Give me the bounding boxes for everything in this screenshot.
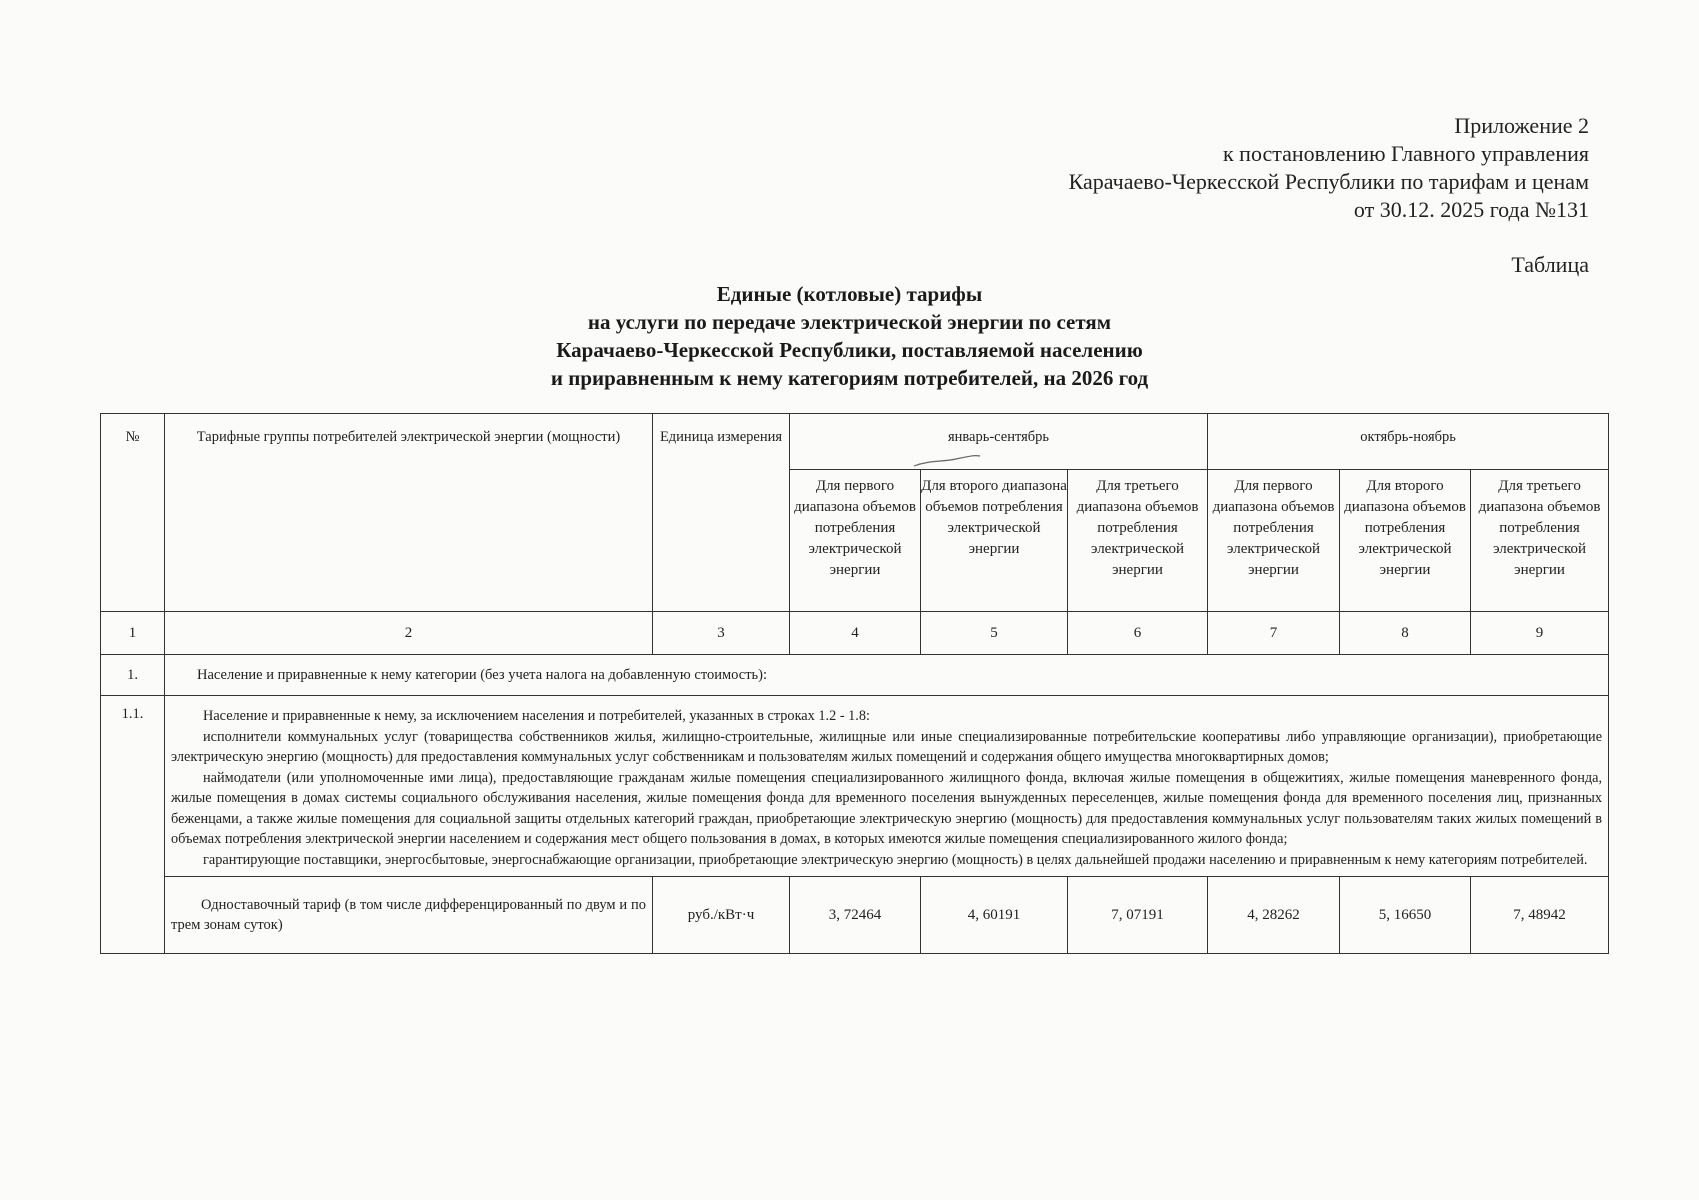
tariff-value-jan-sep-range-1: 3, 72464 — [790, 877, 921, 954]
document-title — [0, 280, 1699, 392]
appendix-line-3: Карачаево-Черкесской Республики по тарифам и ценам — [1068, 169, 1589, 194]
table-label: Таблица — [1511, 252, 1589, 277]
header-period-jan-sep: январь-сентябрь — [790, 414, 1208, 470]
column-number: 4 — [790, 612, 921, 655]
column-number: 6 — [1068, 612, 1208, 655]
header-range-3-a: Для третьего диапазона объемов потребления электрической энергии — [1068, 470, 1208, 612]
header-range-1-b: Для первого диапазона объемов потребления электрической энергии — [1208, 470, 1340, 612]
tariff-unit: руб./кВт·ч — [653, 877, 790, 954]
section-1-row — [101, 655, 1609, 696]
appendix-line-1: Приложение 2 — [1454, 113, 1589, 138]
header-range-2-b: Для второго диапазона объемов потребления электрической энергии — [1340, 470, 1471, 612]
tariff-value-oct-nov-range-3: 7, 48942 — [1471, 877, 1609, 954]
section-1-number: 1. — [101, 655, 165, 696]
column-number: 7 — [1208, 612, 1340, 655]
section-1-1-paragraph-2: исполнители коммунальных услуг (товарищества собственников жилья, жилищно-строительные, жилищные или иные специализированные потребительские кооперативы либо управляющие организации), приобретающие электрическую энергию (мощность) для предоставления коммунальных услуг собственникам и пользователям жилых помещений и содержания общего имущества многоквартирных домов; — [171, 728, 1603, 765]
tariff-value-jan-sep-range-2: 4, 60191 — [921, 877, 1068, 954]
section-1-1-text — [165, 696, 1609, 877]
tariff-name — [165, 877, 653, 954]
appendix-line-4: от 30.12. 2025 года №131 — [1353, 197, 1589, 222]
column-number-row — [101, 612, 1609, 655]
title-line-2: на услуги по передаче электрической энергии по сетям — [587, 310, 1112, 334]
tariff-value-oct-nov-range-1: 4, 28262 — [1208, 877, 1340, 954]
column-number: 9 — [1471, 612, 1609, 655]
column-number: 5 — [921, 612, 1068, 655]
column-number: 8 — [1340, 612, 1471, 655]
appendix-line-2: к постановлению Главного управления — [1222, 141, 1589, 166]
section-1-1-number: 1.1. — [101, 696, 165, 954]
section-1-1-paragraph-3: наймодатели (или уполномоченные ими лица), предоставляющие гражданам жилые помещения специализированного жилищного фонда, включая жилые помещения в общежитиях, жилые помещения маневренного фонда, жилые помещения в домах системы социального обслуживания населения, жилые помещения фонда для временного поселения вынужденных переселенцев, жилые помещения фонда для временного поселения лиц, признанных беженцами, а также жилые помещения для социальной защиты отдельных категорий граждан, приобретающие электрическую энергию (мощность) для предоставления коммунальных услуг пользователям таких жилых помещений в объемах потребления электрической энергии населением и содержания мест общего пользования в домах, в которых имеются жилые помещения специализированного жилого фонда; — [171, 769, 1603, 847]
title-line-3: Карачаево-Черкесской Республики, поставляемой населению — [556, 338, 1143, 362]
header-group: Тарифные группы потребителей электрической энергии (мощности) — [165, 414, 653, 612]
title-line-1: Единые (котловые) тарифы — [716, 282, 983, 306]
header-num: № — [101, 414, 165, 612]
header-unit: Единица измерения — [653, 414, 790, 612]
column-number: 3 — [653, 612, 790, 655]
tariff-table — [100, 413, 1609, 954]
tariff-row — [101, 877, 1609, 954]
column-number: 1 — [101, 612, 165, 655]
section-1-1-row — [101, 696, 1609, 877]
section-1-text: Население и приравненные к нему категории (без учета налога на добавленную стоимость): — [165, 655, 1609, 696]
column-number: 2 — [165, 612, 653, 655]
section-1-1-paragraph-1: Население и приравненные к нему, за исключением населения и потребителей, указанных в строках 1.2 - 1.8: — [203, 708, 871, 724]
header-range-2-a: Для второго диапазона объемов потребления электрической энергии — [921, 470, 1068, 612]
tariff-name-text: Одноставочный тариф (в том числе дифференцированный по двум и по трем зонам суток) — [171, 897, 646, 933]
header-range-3-b: Для третьего диапазона объемов потребления электрической энергии — [1471, 470, 1609, 612]
header-range-1-a: Для первого диапазона объемов потребления электрической энергии — [790, 470, 921, 612]
appendix-header — [1069, 112, 1589, 224]
tariff-value-oct-nov-range-2: 5, 16650 — [1340, 877, 1471, 954]
title-line-4: и приравненным к нему категориям потребителей, на 2026 год — [550, 366, 1149, 390]
section-1-1-paragraph-4: гарантирующие поставщики, энергосбытовые, энергоснабжающие организации, приобретающие электрическую энергию (мощность) в целях дальнейшей продажи населению и приравненным к нему категориям потребителей. — [203, 851, 1588, 868]
header-period-oct-nov: октябрь-ноябрь — [1208, 414, 1609, 470]
tariff-value-jan-sep-range-3: 7, 07191 — [1068, 877, 1208, 954]
header-row-1 — [101, 414, 1609, 470]
